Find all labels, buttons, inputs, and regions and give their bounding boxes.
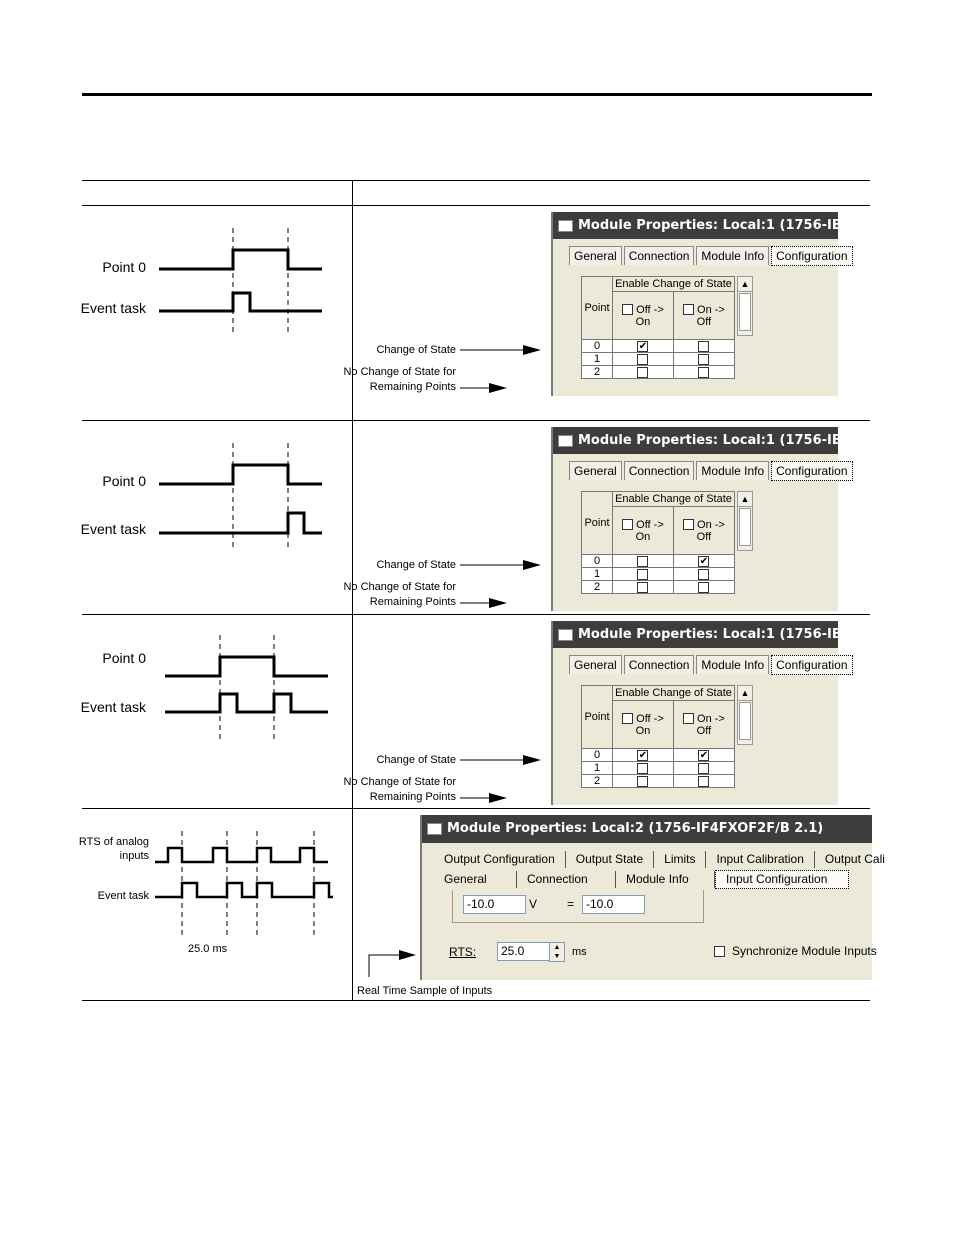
table-row: 1: [582, 353, 735, 366]
tab-connection[interactable]: Connection: [517, 871, 616, 888]
enable-cos-header: Enable Change of State: [613, 277, 735, 292]
timing-diagram-row-1: [82, 206, 352, 420]
synchronize-inputs-label: Synchronize Module Inputs: [732, 944, 877, 958]
checkbox-p0-on-off[interactable]: ✔: [699, 749, 709, 761]
checkbox-p2-on-off[interactable]: [698, 367, 709, 378]
callout-no-cos-line1: No Change of State for: [343, 581, 456, 593]
col-on-off-line2: Off: [696, 724, 712, 737]
tab-configuration[interactable]: Configuration: [771, 655, 852, 675]
point0-waveform: [159, 465, 322, 484]
tab-module-info[interactable]: Module Info: [616, 871, 715, 888]
point-0-label: Point 0: [102, 473, 146, 489]
callouts-row-1: [343, 206, 553, 420]
col-off-on-line1: Off ->: [636, 712, 664, 725]
table-top-border: [82, 180, 870, 181]
dialog-title-bar: Module Properties: Local:1 (1756-IB32/B: [553, 427, 838, 454]
callouts-row-3: [343, 615, 553, 808]
spin-down-icon[interactable]: ▼: [553, 953, 561, 960]
checkbox-p2-on-off[interactable]: [698, 582, 709, 593]
timing-diagram-rts: [78, 809, 352, 1000]
col-on-off-line2: Off: [696, 315, 712, 328]
rts-unit-label: ms: [572, 946, 587, 958]
dialog-title-bar: Module Properties: Local:1 (1756-IB32/B: [553, 212, 838, 239]
tab-output-calibration[interactable]: Output Cali: [824, 852, 885, 866]
change-of-state-table: [581, 491, 735, 594]
col-on-off-line2: Off: [696, 530, 712, 543]
checkbox-all-on-off[interactable]: [683, 304, 694, 315]
unit-v-label: V: [529, 897, 538, 911]
callout-no-cos-line1: No Change of State for: [343, 366, 456, 378]
tab-general[interactable]: General: [569, 461, 622, 480]
callout-no-cos-line2: Remaining Points: [369, 596, 456, 608]
column-header-point: Point: [582, 686, 613, 749]
tab-module-info[interactable]: Module Info: [696, 246, 769, 265]
rts-label-line1: RTS of analog: [78, 836, 149, 848]
event-task-waveform: [165, 694, 328, 712]
synchronize-inputs-checkbox[interactable]: [714, 946, 725, 957]
low-signal-field[interactable]: -10.0: [463, 895, 526, 914]
checkbox-p1-on-off[interactable]: [698, 354, 709, 365]
tab-bar: [569, 655, 855, 675]
table-row: 1: [582, 762, 735, 775]
tab-configuration[interactable]: Configuration: [771, 461, 852, 481]
checkbox-all-on-off[interactable]: [683, 713, 694, 724]
column-header-point: Point: [582, 492, 613, 555]
callout-no-cos-line2: Remaining Points: [369, 791, 456, 803]
table-row: 1: [582, 568, 735, 581]
module-properties-dialog-row-2: [551, 427, 875, 611]
checkbox-p0-off-on[interactable]: [637, 556, 648, 567]
tab-connection[interactable]: Connection: [624, 461, 695, 480]
checkbox-all-off-on[interactable]: [622, 519, 633, 530]
checkbox-all-on-off[interactable]: [683, 519, 694, 530]
scroll-thumb[interactable]: [739, 293, 751, 331]
scroll-thumb[interactable]: [739, 508, 751, 546]
col-off-on-line2: On: [635, 530, 651, 543]
checkbox-all-off-on[interactable]: [622, 713, 633, 724]
col-off-on-line2: On: [635, 724, 651, 737]
vertical-scrollbar[interactable]: [737, 491, 753, 551]
low-engineering-field[interactable]: -10.0: [582, 895, 645, 914]
checkbox-p0-off-on[interactable]: ✔: [638, 340, 648, 352]
change-of-state-table: [581, 276, 735, 379]
tab-output-configuration[interactable]: Output Configuration: [434, 851, 566, 868]
tab-general[interactable]: General: [569, 246, 622, 265]
tab-output-state[interactable]: Output State: [566, 851, 654, 868]
scroll-thumb[interactable]: [739, 702, 751, 740]
event-task-label: Event task: [97, 890, 149, 902]
col-on-off-line1: On ->: [697, 303, 725, 316]
scroll-up-icon[interactable]: ▲: [738, 686, 752, 701]
tab-input-configuration[interactable]: Input Configuration: [715, 870, 849, 889]
checkbox-p0-on-off[interactable]: [698, 341, 709, 352]
callout-no-cos-line1: No Change of State for: [343, 776, 456, 788]
tab-module-info[interactable]: Module Info: [696, 461, 769, 480]
top-rule: [82, 93, 872, 96]
callout-change-of-state: Change of State: [376, 754, 456, 766]
checkbox-all-off-on[interactable]: [622, 304, 633, 315]
event-task-waveform: [155, 883, 333, 897]
tab-input-calibration[interactable]: Input Calibration: [706, 851, 814, 868]
callout-no-cos-line2: Remaining Points: [369, 381, 456, 393]
window-icon: [558, 435, 573, 447]
checkbox-p1-on-off[interactable]: [698, 763, 709, 774]
window-icon: [427, 823, 442, 835]
checkbox-p2-on-off[interactable]: [698, 776, 709, 787]
col-on-off-line1: On ->: [697, 712, 725, 725]
col-off-on-line1: Off ->: [636, 303, 664, 316]
enable-cos-header: Enable Change of State: [613, 492, 735, 507]
spin-up-icon[interactable]: ▲: [553, 944, 561, 951]
event-task-label: Event task: [80, 699, 146, 715]
checkbox-p2-off-on[interactable]: [637, 776, 648, 787]
table-row: 2: [582, 366, 735, 379]
checkbox-p0-on-off[interactable]: ✔: [699, 555, 709, 567]
point-0-label: Point 0: [102, 259, 146, 275]
table-row: 0 ✔: [582, 340, 735, 353]
checkbox-p2-off-on[interactable]: [637, 582, 648, 593]
module-properties-dialog-row-1: [551, 212, 875, 396]
tab-module-info[interactable]: Module Info: [696, 655, 769, 674]
rts-label-line2: inputs: [119, 850, 149, 862]
point0-waveform: [159, 250, 322, 269]
enable-cos-header: Enable Change of State: [613, 686, 735, 701]
callouts-row-2: [343, 421, 553, 614]
module-properties-dialog-row-3: [551, 621, 875, 805]
point0-waveform: [165, 657, 328, 676]
event-task-label: Event task: [80, 521, 146, 537]
col-off-on-line1: Off ->: [636, 518, 664, 531]
timing-diagram-row-2: [82, 421, 352, 614]
tab-connection[interactable]: Connection: [624, 655, 695, 674]
period-label: 25.0 ms: [188, 943, 228, 955]
tab-limits[interactable]: Limits: [654, 851, 706, 868]
tab-connection[interactable]: Connection: [624, 246, 695, 265]
column-header-point: Point: [582, 277, 613, 340]
rts-waveform: [155, 848, 328, 862]
tab-bar: [569, 246, 855, 266]
window-icon: [558, 629, 573, 641]
tab-bar-row-1: [434, 851, 895, 868]
table-row: 2: [582, 775, 735, 788]
checkbox-p1-off-on[interactable]: [637, 569, 648, 580]
col-off-on-line2: On: [635, 315, 651, 328]
tab-bar: [569, 461, 855, 481]
event-task-waveform: [159, 513, 322, 533]
checkbox-p1-off-on[interactable]: [637, 354, 648, 365]
module-properties-dialog-analog: [420, 815, 885, 980]
table-row: 2: [582, 581, 735, 594]
checkbox-p1-on-off[interactable]: [698, 569, 709, 580]
change-of-state-table: [581, 685, 735, 788]
callout-change-of-state: Change of State: [376, 559, 456, 571]
tab-general[interactable]: General: [434, 871, 517, 888]
table-bottom-border: [82, 1000, 870, 1001]
checkbox-p1-off-on[interactable]: [637, 763, 648, 774]
checkbox-p0-off-on[interactable]: ✔: [638, 749, 648, 761]
table-row: 0 ✔: [582, 555, 735, 568]
tab-configuration[interactable]: Configuration: [771, 246, 852, 266]
dialog-title-bar: Module Properties: Local:1 (1756-IB32/B: [553, 621, 838, 648]
dialog-title-bar: Module Properties: Local:2 (1756-IF4FXOF2F/B 2.1): [422, 815, 872, 843]
timing-diagram-row-3: [82, 615, 352, 808]
tab-bar-row-2: [434, 870, 849, 889]
scroll-up-icon[interactable]: ▲: [738, 277, 752, 292]
rts-field-label: RTS:: [449, 945, 477, 959]
checkbox-p2-off-on[interactable]: [637, 367, 648, 378]
tab-general[interactable]: General: [569, 655, 622, 674]
vertical-scrollbar[interactable]: [737, 685, 753, 745]
scroll-up-icon[interactable]: ▲: [738, 492, 752, 507]
equals-label: =: [567, 897, 575, 911]
event-task-label: Event task: [80, 300, 146, 316]
table-row: 0 ✔ ✔: [582, 749, 735, 762]
event-task-waveform: [159, 293, 322, 311]
rts-input[interactable]: 25.0: [497, 942, 554, 961]
col-on-off-line1: On ->: [697, 518, 725, 531]
window-icon: [558, 220, 573, 232]
vertical-scrollbar[interactable]: [737, 276, 753, 336]
point-0-label: Point 0: [102, 650, 146, 666]
rts-spinner[interactable]: [549, 942, 565, 962]
callout-real-time-sample: Real Time Sample of Inputs: [357, 985, 493, 997]
callout-change-of-state: Change of State: [376, 344, 456, 356]
